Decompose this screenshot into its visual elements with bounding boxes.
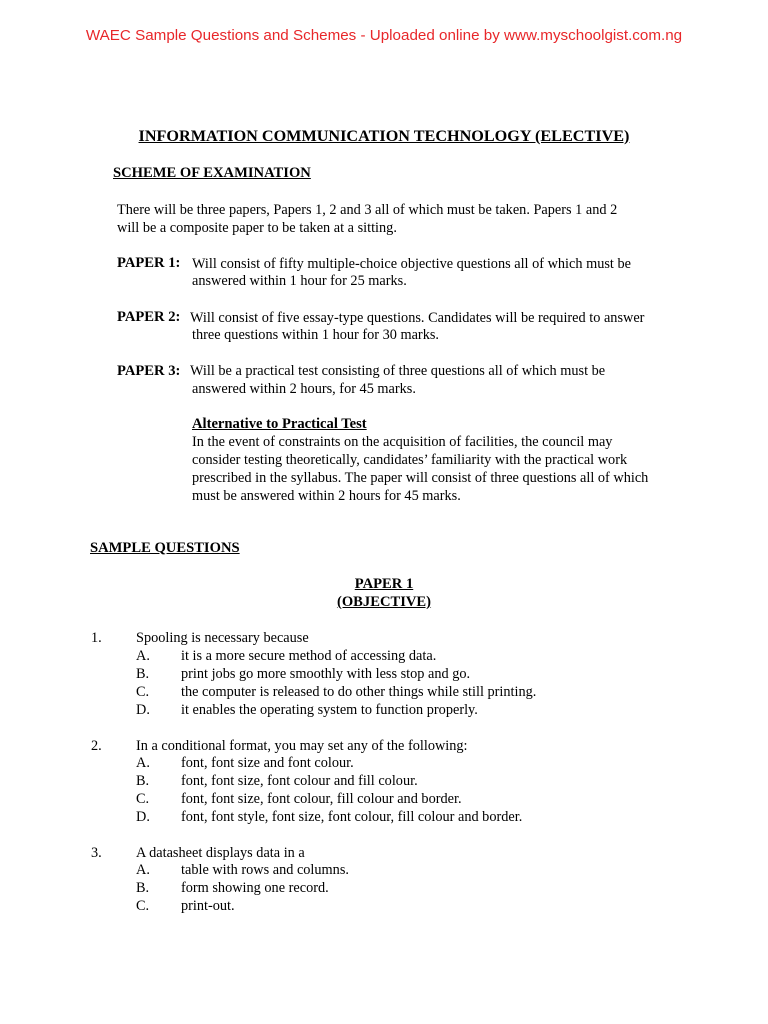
option-letter: D. (136, 702, 150, 718)
option-letter: C. (136, 684, 150, 700)
option-letter: A. (136, 755, 150, 771)
sample-questions-heading: SAMPLE QUESTIONS (90, 540, 240, 556)
paper-3-label: PAPER 3: (117, 363, 181, 379)
alternative-line-3: prescribed in the syllabus. The paper will consist of three questions all of which (192, 470, 649, 486)
question-stem: In a conditional format, you may set any of the following: (136, 738, 468, 754)
option-letter: B. (136, 880, 150, 896)
intro-line-2: will be a composite paper to be taken at a sitting. (117, 220, 397, 236)
option-letter: D. (136, 809, 150, 825)
paper-1-label: PAPER 1: (117, 255, 181, 271)
question-number: 1. (91, 630, 102, 646)
paper-heading: PAPER 1 (354, 576, 414, 592)
option-text: font, font size and font colour. (181, 755, 354, 771)
paper-3-line-2: answered within 2 hours, for 45 marks. (192, 381, 416, 397)
alternative-heading: Alternative to Practical Test (192, 416, 367, 432)
intro-line-1: There will be three papers, Papers 1, 2 and 3 all of which must be taken. Papers 1 and 2 (117, 202, 618, 218)
option-text: the computer is released to do other things while still printing. (181, 684, 537, 700)
paper-1-line-1: Will consist of fifty multiple-choice objective questions all of which must be (192, 256, 631, 272)
paper-2-line-2: three questions within 1 hour for 30 marks. (192, 327, 439, 343)
question-stem: Spooling is necessary because (136, 630, 309, 646)
paper-subheading: (OBJECTIVE) (336, 594, 432, 610)
option-text: print-out. (181, 898, 235, 914)
option-text: it is a more secure method of accessing data. (181, 648, 437, 664)
question-stem: A datasheet displays data in a (136, 845, 305, 861)
paper-2-line-1: Will consist of five essay-type questions. Candidates will be required to answer (190, 310, 645, 326)
option-text: font, font style, font size, font colour, fill colour and border. (181, 809, 523, 825)
option-letter: B. (136, 773, 150, 789)
header-banner: WAEC Sample Questions and Schemes - Uploaded online by www.myschoolgist.com.ng (85, 27, 683, 44)
alternative-line-4: must be answered within 2 hours for 45 marks. (192, 488, 461, 504)
alternative-line-1: In the event of constraints on the acquisition of facilities, the council may (192, 434, 613, 450)
paper-1-line-2: answered within 1 hour for 25 marks. (192, 273, 407, 289)
option-letter: B. (136, 666, 150, 682)
option-letter: A. (136, 648, 150, 664)
question-number: 3. (91, 845, 102, 861)
question-number: 2. (91, 738, 102, 754)
option-text: it enables the operating system to function properly. (181, 702, 478, 718)
alternative-line-2: consider testing theoretically, candidates’ familiarity with the practical work (192, 452, 628, 468)
option-text: font, font size, font colour, fill colour and border. (181, 791, 462, 807)
option-letter: C. (136, 791, 150, 807)
option-text: font, font size, font colour and fill colour. (181, 773, 418, 789)
document-title: INFORMATION COMMUNICATION TECHNOLOGY (ELECTIVE) (138, 127, 630, 145)
option-text: table with rows and columns. (181, 862, 349, 878)
paper-2-label: PAPER 2: (117, 309, 181, 325)
option-letter: C. (136, 898, 150, 914)
option-text: form showing one record. (181, 880, 329, 896)
scheme-heading: SCHEME OF EXAMINATION (113, 165, 311, 181)
paper-3-line-1: Will be a practical test consisting of three questions all of which must be (190, 363, 606, 379)
option-letter: A. (136, 862, 150, 878)
option-text: print jobs go more smoothly with less stop and go. (181, 666, 471, 682)
